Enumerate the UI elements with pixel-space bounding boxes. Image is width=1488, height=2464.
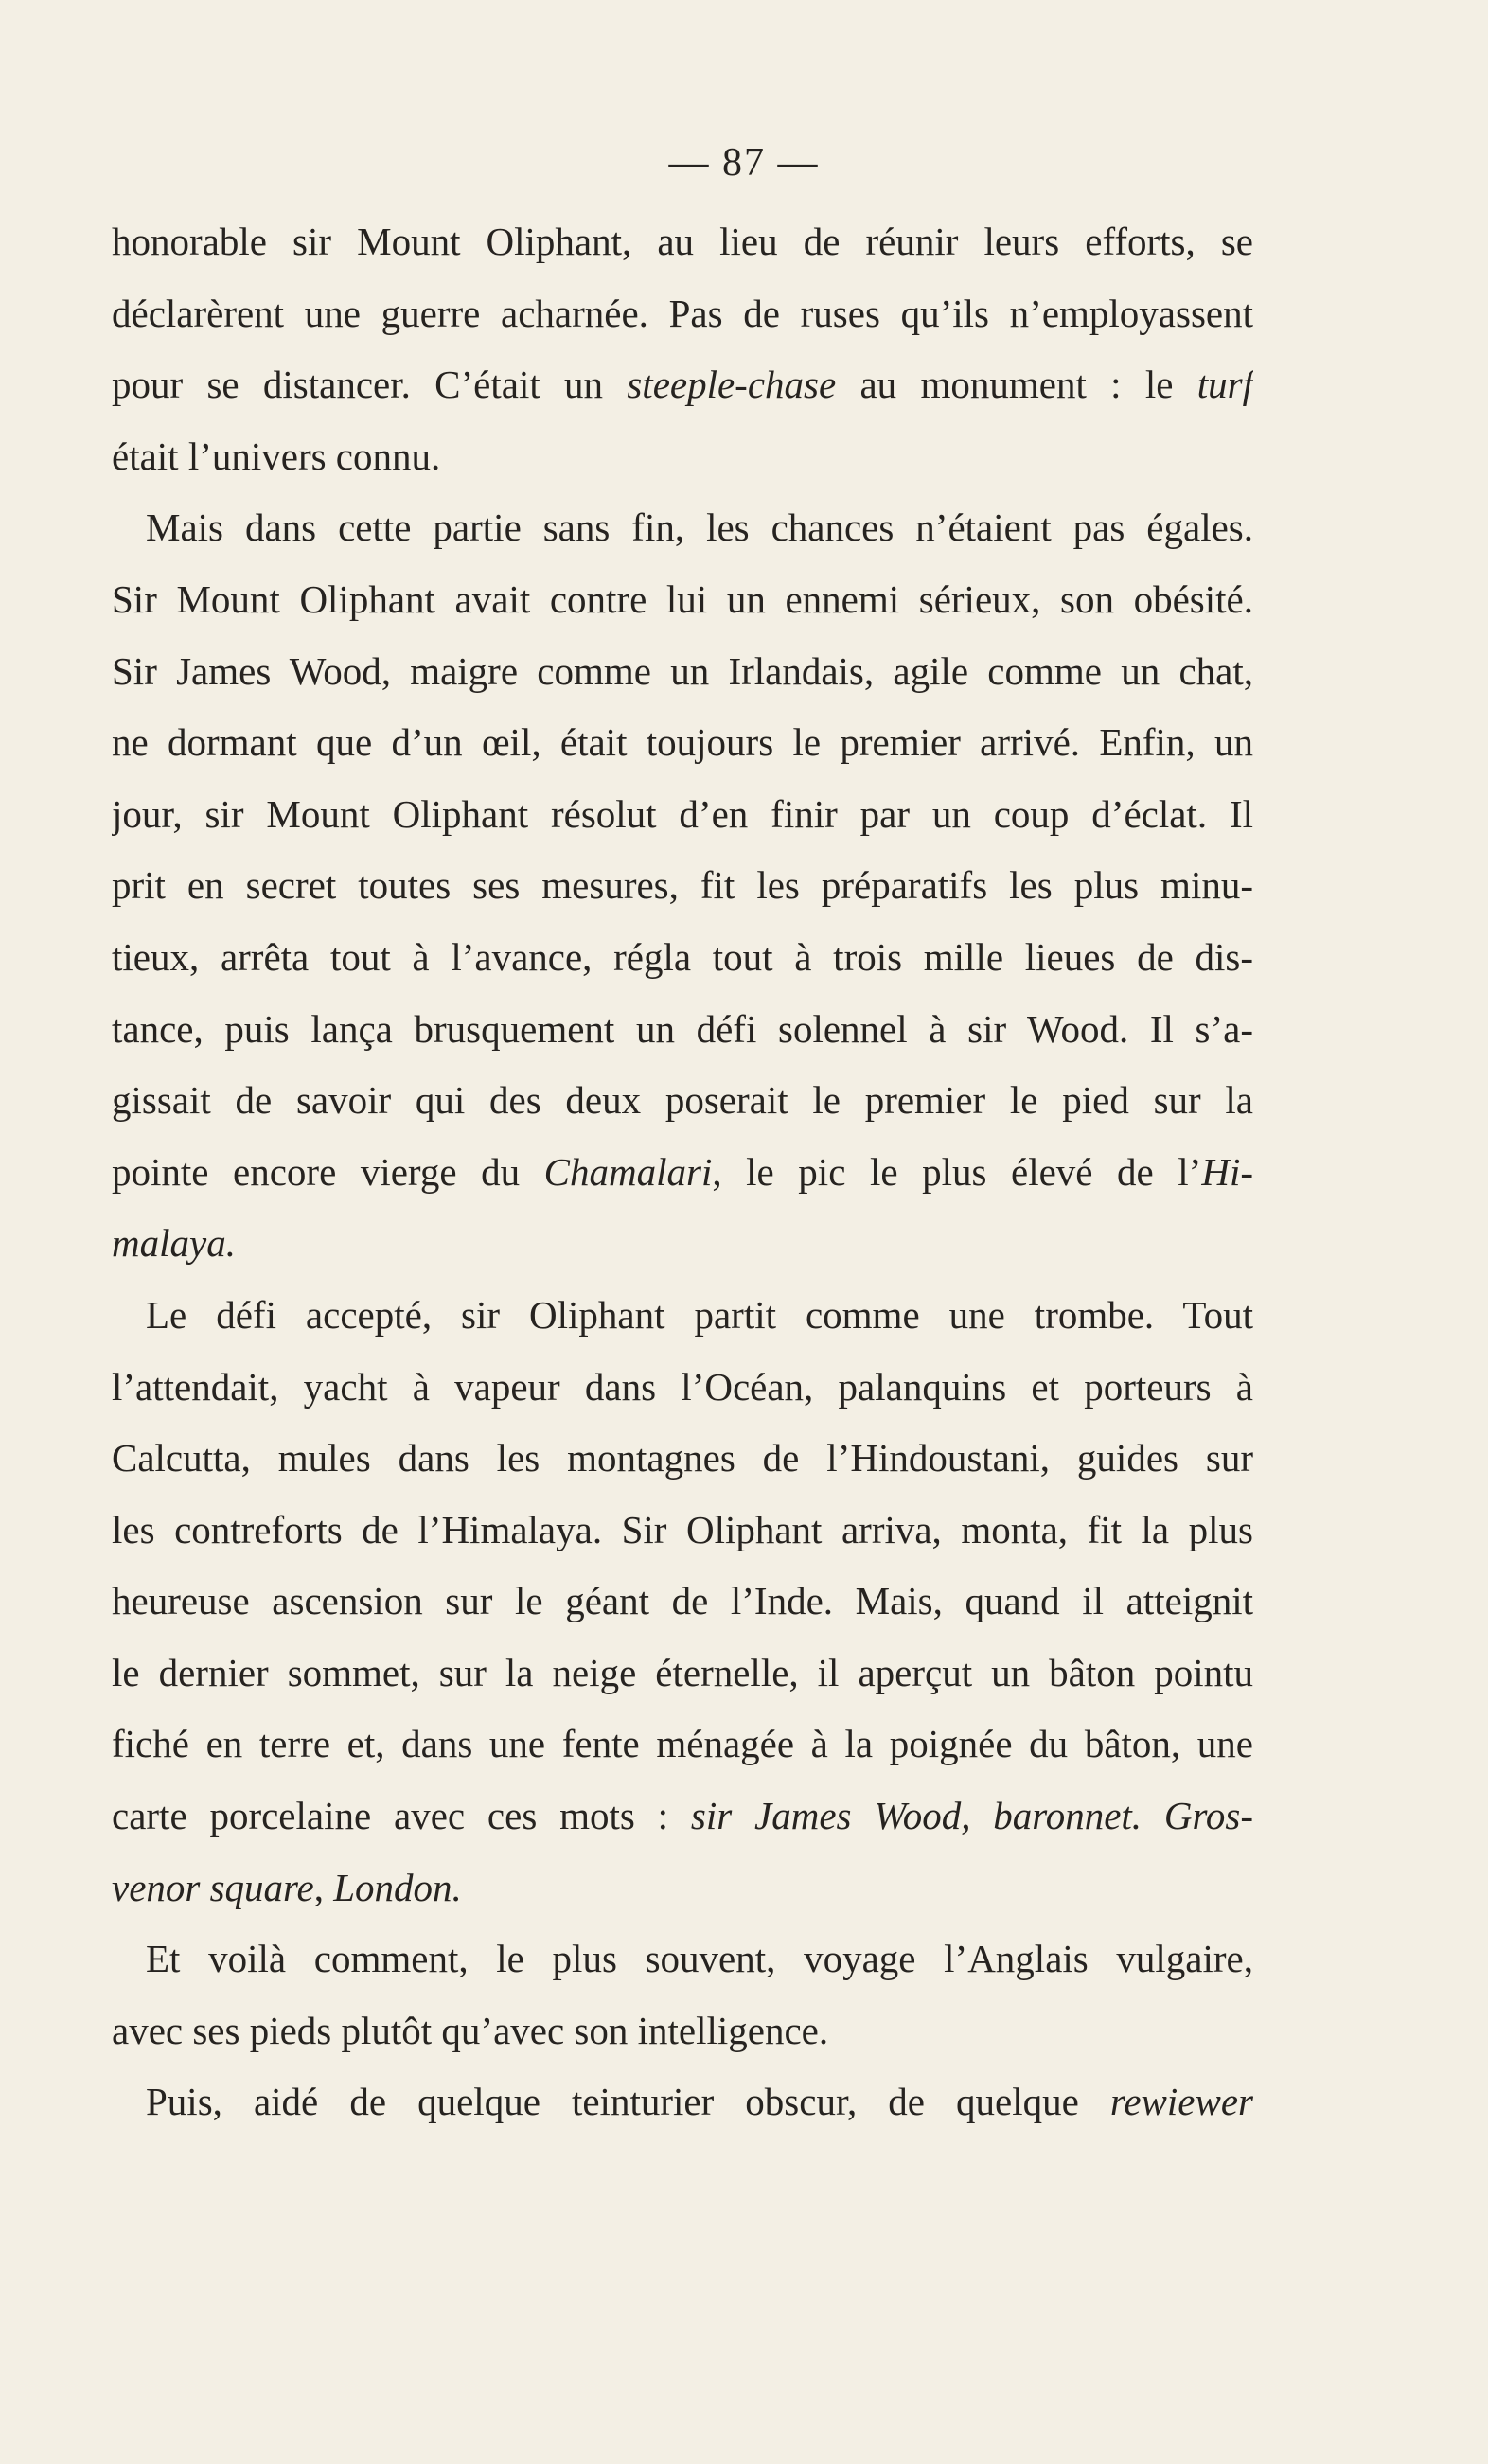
text-span: avec ses pieds plutôt qu’avec son intelligence. bbox=[112, 2008, 829, 2052]
text-span: tance, puis lança brusquement un défi solennel à sir Wood. Il s’a- bbox=[112, 1006, 1253, 1051]
text-line bbox=[112, 922, 1253, 994]
paragraph bbox=[112, 206, 1253, 492]
text-span: pour se distancer. C’était un bbox=[112, 363, 628, 407]
text-span: , le pic le plus élevé de l’ bbox=[712, 1149, 1202, 1194]
text-span: Sir Mount Oliphant avait contre lui un ennemi sérieux, son obésité. bbox=[112, 576, 1253, 621]
italic-text: rewiewer bbox=[1109, 2080, 1253, 2124]
text-line bbox=[112, 1852, 1253, 1924]
text-line bbox=[112, 1709, 1253, 1781]
paragraph bbox=[112, 1923, 1253, 2066]
text-span: gissait de savoir qui des deux poserait le premier le pied sur la bbox=[112, 1078, 1253, 1123]
page-number: — 87 — bbox=[668, 141, 820, 185]
text-line bbox=[112, 707, 1253, 779]
text-line bbox=[112, 2066, 1253, 2138]
text-line bbox=[112, 1423, 1253, 1495]
italic-text: London. bbox=[333, 1865, 462, 1909]
text-line bbox=[112, 850, 1253, 922]
italic-text: malaya. bbox=[112, 1221, 236, 1266]
text-span: déclarèrent une guerre acharnée. Pas de ruses qu’ils n’employassent bbox=[112, 291, 1253, 335]
text-line bbox=[112, 636, 1253, 708]
text-line bbox=[112, 1566, 1253, 1638]
text-line bbox=[112, 349, 1253, 421]
text-span: honorable sir Mount Oliphant, au lieu de réunir leurs efforts, se bbox=[112, 220, 1253, 263]
text-span: était l’univers connu. bbox=[112, 434, 441, 478]
text-line bbox=[112, 492, 1253, 564]
text-span: prit en secret toutes ses mesures, fit les préparatifs les plus minu- bbox=[112, 863, 1253, 908]
text-line bbox=[112, 1495, 1253, 1567]
text-line bbox=[112, 206, 1253, 278]
italic-text: steeple-chase bbox=[627, 363, 837, 407]
text-span: jour, sir Mount Oliphant résolut d’en finir par un coup d’éclat. Il bbox=[112, 791, 1253, 836]
text-span: Et voilà comment, le plus souvent, voyage l’Anglais vulgaire, bbox=[146, 1937, 1253, 1981]
text-span: Mais dans cette partie sans fin, les chances n’étaient pas égales. bbox=[146, 505, 1253, 550]
text-span: fiché en terre et, dans une fente ménagée à la poignée du bâton, une bbox=[112, 1722, 1253, 1766]
text-span: Le défi accepté, sir Oliphant partit comme une trombe. Tout bbox=[146, 1292, 1253, 1337]
text-line bbox=[112, 1638, 1253, 1710]
text-span: heureuse ascension sur le géant de l’Inde. Mais, quand il atteignit bbox=[112, 1579, 1253, 1623]
text-line bbox=[112, 421, 1253, 493]
text-line bbox=[112, 1137, 1253, 1209]
text-span: pointe encore vierge du bbox=[112, 1149, 544, 1194]
italic-text: Chamalari bbox=[543, 1149, 713, 1194]
text-span: Sir James Wood, maigre comme un Irlandais, agile comme un chat, bbox=[112, 648, 1253, 693]
text-span: le dernier sommet, sur la neige éternelle, il aperçut un bâton pointu bbox=[112, 1650, 1253, 1694]
text-line bbox=[112, 1995, 1253, 2067]
italic-text: venor square bbox=[112, 1865, 314, 1909]
text-line bbox=[112, 1352, 1253, 1424]
text-span: ne dormant que d’un œil, était toujours le premier arrivé. Enfin, un bbox=[112, 720, 1253, 765]
italic-text: Hi- bbox=[1201, 1149, 1253, 1194]
text-span: Puis, aidé de quelque teinturier obscur, de quelque bbox=[146, 2080, 1110, 2124]
body-text bbox=[112, 206, 1253, 2138]
text-span: carte porcelaine avec ces mots : bbox=[112, 1794, 691, 1838]
text-span: , bbox=[313, 1865, 334, 1909]
text-line bbox=[112, 564, 1253, 636]
text-line bbox=[112, 278, 1253, 350]
paragraph bbox=[112, 2066, 1253, 2138]
text-span: Calcutta, mules dans les montagnes de l’Hindoustani, guides sur bbox=[112, 1436, 1253, 1480]
text-line bbox=[112, 1065, 1253, 1137]
text-span: l’attendait, yacht à vapeur dans l’Océan, palanquins et porteurs à bbox=[112, 1364, 1253, 1409]
text-line bbox=[112, 1280, 1253, 1352]
paragraph bbox=[112, 492, 1253, 1280]
italic-text: turf bbox=[1196, 363, 1253, 407]
text-line bbox=[112, 1781, 1253, 1852]
text-line bbox=[112, 1923, 1253, 1995]
text-line bbox=[112, 779, 1253, 851]
text-line bbox=[112, 994, 1253, 1066]
text-line bbox=[112, 1208, 1253, 1280]
text-span: les contreforts de l’Himalaya. Sir Oliphant arriva, monta, fit la plus bbox=[112, 1507, 1253, 1551]
text-span: au monument : le bbox=[836, 363, 1197, 407]
italic-text: sir James Wood, baronnet. Gros- bbox=[690, 1794, 1253, 1838]
text-span: tieux, arrêta tout à l’avance, régla tout à trois mille lieues de dis- bbox=[112, 934, 1253, 979]
paragraph bbox=[112, 1280, 1253, 1923]
